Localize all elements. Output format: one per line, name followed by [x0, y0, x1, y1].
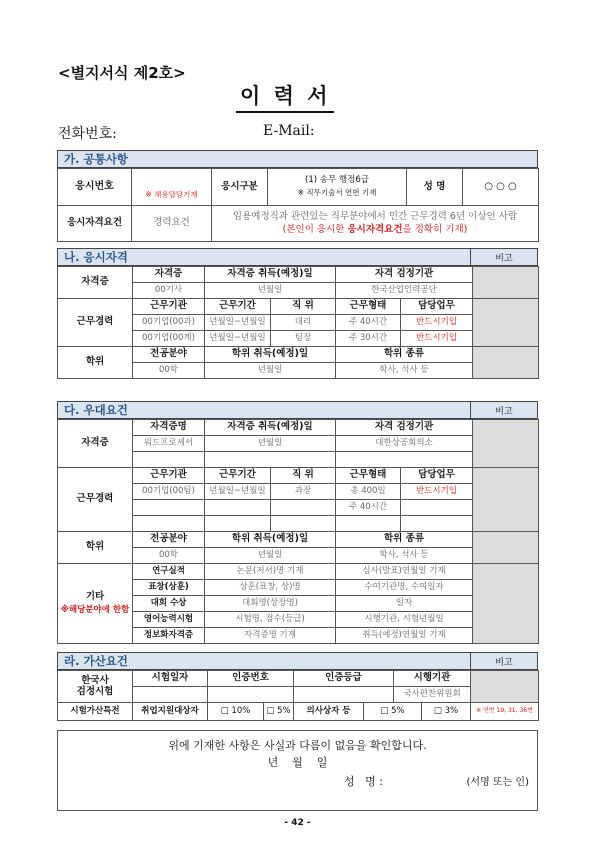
qualification-table [57, 266, 539, 379]
qual-line2 [214, 225, 536, 236]
qual-line1: 임용예정직과 관련있는 직무분야에서 민간 근무경력 6년 이상인 사람 [232, 210, 518, 222]
remarks-cell [471, 671, 539, 703]
qual-line2-bold: 응시자격요건 [347, 223, 403, 235]
section-title: 가. 공통사항 [64, 152, 128, 166]
etc-item-date[interactable]: 일자 [336, 596, 473, 612]
career-position[interactable] [271, 500, 336, 516]
etc-item-date[interactable]: 시행기관, 시험년월일 [336, 612, 473, 628]
employment-5-checkbox[interactable]: □ 5% [264, 703, 294, 721]
career-col-duty: 담당업무 [401, 299, 473, 315]
career-position[interactable]: 대리 [271, 315, 336, 331]
remarks-header: 비고 [470, 402, 537, 418]
etc-item-label: 표창(상훈) [133, 580, 205, 596]
career-period[interactable] [205, 516, 271, 532]
career-col-position: 직 위 [271, 468, 336, 484]
cert-col-date: 자격증 취득(예정)일 [205, 267, 336, 283]
career-type[interactable]: 주 40시간 [336, 315, 401, 331]
career-duty[interactable]: 반드시기입 [401, 484, 473, 500]
qual-type[interactable]: 경력요건 [132, 206, 212, 242]
preference-table [57, 419, 539, 644]
injured-label: 의사상자 등 [294, 703, 364, 721]
cert-col-agency: 자격 검정기관 [336, 420, 473, 436]
category-line2: ※ 직무기술서 연번 기재 [297, 188, 377, 198]
section-header-bonus [57, 652, 538, 670]
etc-item-label: 연구실적 [133, 564, 205, 580]
cert-label: 자격증 [58, 420, 133, 468]
career-duty[interactable] [401, 500, 473, 516]
category-label: 응시구분 [212, 169, 268, 206]
cert-agency-value[interactable]: 대한상공회의소 [336, 436, 473, 452]
history-agency-value[interactable]: 국사편찬위원회 [394, 687, 471, 703]
qual-line2-post: 을 정확히 기재) [402, 223, 468, 235]
remarks-cell [473, 564, 539, 644]
career-period[interactable]: 년월일~년월일 [205, 331, 271, 347]
etc-item-detail[interactable]: 상훈(표창, 상)명 [205, 580, 336, 596]
career-position[interactable]: 팀장 [271, 331, 336, 347]
cert-col-name: 자격증 [133, 267, 205, 283]
form-label: <별지서식 제2호> [58, 64, 186, 82]
career-type[interactable]: 주 30시간 [336, 331, 401, 347]
career-duty[interactable]: 반드시기입 [401, 315, 473, 331]
etc-item-detail[interactable]: 논문(저서)명 기재 [205, 564, 336, 580]
history-col-agency: 시행기관 [394, 671, 471, 687]
etc-item-detail[interactable]: 시험명, 점수(등급) [205, 612, 336, 628]
cert-name-empty[interactable] [133, 452, 205, 468]
qual-label: 응시자격요건 [58, 206, 132, 242]
career-label: 근무경력 [58, 468, 133, 532]
career-org[interactable] [133, 500, 205, 516]
career-type[interactable]: 주 40시간 [336, 500, 401, 516]
career-col-org: 근무기관 [133, 299, 205, 315]
common-table [57, 168, 539, 242]
degree-label: 학위 [58, 532, 133, 564]
career-position[interactable]: 과장 [271, 484, 336, 500]
etc-item-detail[interactable]: 자격증명 기재 [205, 628, 336, 644]
career-period[interactable]: 년월일~년월일 [205, 315, 271, 331]
category-value[interactable] [268, 169, 407, 206]
history-exam-label [58, 671, 133, 703]
degree-col-type: 학위 종류 [336, 347, 473, 363]
history-grade-input[interactable] [294, 687, 394, 703]
cert-label: 자격증 [58, 267, 133, 299]
career-col-type: 근무형태 [336, 299, 401, 315]
qual-line2-pre: (본인이 응시한 [282, 223, 348, 235]
etc-label-cell [58, 564, 133, 644]
cert-col-name: 자격증명 [133, 420, 205, 436]
career-col-period: 근무기간 [205, 299, 271, 315]
history-number-input[interactable] [208, 687, 294, 703]
history-col-grade: 인증등급 [294, 671, 394, 687]
career-type[interactable] [336, 516, 401, 532]
signature-note[interactable]: (서명 또는 인) [466, 777, 529, 788]
career-position[interactable] [271, 516, 336, 532]
remarks-cell [473, 267, 539, 299]
remarks-header: 비고 [470, 653, 537, 669]
etc-label: 기타 [85, 590, 105, 602]
law-note: ※ 연번 19, 31, 36번 [471, 703, 539, 721]
confirmation-box [57, 730, 538, 811]
career-period[interactable]: 년월일~년월일 [205, 484, 271, 500]
career-duty[interactable]: 반드시기입 [401, 331, 473, 347]
etc-item-label: 대회 수상 [133, 596, 205, 612]
degree-col-major: 전공분야 [133, 532, 205, 548]
confirmation-date[interactable]: 년 월 일 [267, 756, 328, 769]
degree-type-value[interactable]: 학사, 석사 등 [336, 363, 473, 379]
name-label: 성 명 [407, 169, 463, 206]
etc-note: ※해당분야에 한함 [60, 604, 130, 615]
degree-col-major: 전공분야 [133, 347, 205, 363]
phone-label: 전화번호: [58, 126, 117, 142]
name-value[interactable]: ○ ○ ○ [463, 169, 539, 206]
bonus-label: 시험가산특전 [58, 703, 133, 721]
section-title: 나. 응시자격 [64, 250, 128, 264]
career-type[interactable]: 총 400일 [336, 484, 401, 500]
section-title: 라. 가산요건 [64, 654, 128, 668]
cert-name-value[interactable]: 00기사 [133, 283, 205, 299]
etc-item-label: 정보화자격증 [133, 628, 205, 644]
career-org[interactable]: 00기업(00과) [133, 315, 205, 331]
etc-item-label: 영어능력시험 [133, 612, 205, 628]
career-col-org: 근무기관 [133, 468, 205, 484]
cert-date-empty[interactable] [205, 452, 336, 468]
career-col-period: 근무기간 [205, 468, 271, 484]
career-org[interactable]: 00기업(00팀) [133, 484, 205, 500]
degree-col-date: 학위 취득(예정)일 [205, 347, 336, 363]
remarks-cell [473, 420, 539, 468]
cert-agency-empty[interactable] [336, 452, 473, 468]
injured-3-checkbox[interactable]: □ 3% [422, 703, 471, 721]
cert-col-agency: 자격 검정기관 [336, 267, 473, 283]
cert-agency-value[interactable]: 한국산업인력공단 [336, 283, 473, 299]
email-label: E-Mail: [263, 123, 315, 139]
signature-label: 성 명 : [344, 775, 383, 788]
career-org[interactable] [133, 516, 205, 532]
degree-col-type: 학위 종류 [336, 532, 473, 548]
cert-col-date: 자격증 취득(예정)일 [205, 420, 336, 436]
section-header-qualification [57, 248, 538, 266]
career-org[interactable]: 00기업(00계) [133, 331, 205, 347]
remarks-cell [473, 347, 539, 379]
remarks-cell [473, 299, 539, 347]
exam-no-note[interactable]: ※ 채용담당기재 [132, 169, 212, 206]
history-col-number: 인증번호 [208, 671, 294, 687]
cert-date-value[interactable]: 년월일 [205, 436, 336, 452]
section-header-preference [57, 401, 538, 419]
bonus-table [57, 670, 539, 721]
etc-item-date[interactable]: 수여기관명, 수여일자 [336, 580, 473, 596]
cert-date-value[interactable]: 년월일 [205, 283, 336, 299]
career-col-position: 직 위 [271, 299, 336, 315]
employment-10-checkbox[interactable]: □ 10% [208, 703, 264, 721]
page-number: - 42 - [284, 818, 311, 828]
career-duty[interactable] [401, 516, 473, 532]
history-col-date: 시험일자 [133, 671, 208, 687]
career-col-duty: 담당업무 [401, 468, 473, 484]
document-title: 이 력 서 [236, 80, 334, 113]
history-date-input[interactable] [133, 687, 208, 703]
career-label: 근무경력 [58, 299, 133, 347]
career-period[interactable] [205, 500, 271, 516]
cert-name-value[interactable]: 워드프로세서 [133, 436, 205, 452]
section-title: 다. 우대요건 [64, 403, 128, 417]
degree-major-value[interactable]: 00학 [133, 363, 205, 379]
degree-type-value[interactable]: 학사, 석사 등 [336, 548, 473, 564]
etc-item-detail[interactable]: 대회명(상장명) [205, 596, 336, 612]
confirmation-text: 위에 기재한 사항은 사실과 다름이 없음을 확인합니다. [168, 739, 427, 752]
remarks-cell [473, 532, 539, 564]
category-line1: (1) 송무 행정6급 [305, 175, 369, 186]
history-exam-label-2: 검정시험 [76, 685, 114, 697]
section-header-common [57, 150, 538, 168]
qual-description[interactable] [212, 206, 539, 242]
degree-label: 학위 [58, 347, 133, 379]
degree-col-date: 학위 취득(예정)일 [205, 532, 336, 548]
degree-date-value[interactable]: 년월일 [205, 548, 336, 564]
history-exam-label-1: 한국사 [81, 674, 109, 686]
employment-support-label: 취업지원대상자 [133, 703, 208, 721]
remarks-cell [473, 468, 539, 532]
remarks-header: 비고 [470, 249, 537, 265]
etc-item-date[interactable]: 취득(예정)연월일 기재 [336, 628, 473, 644]
career-col-type: 근무형태 [336, 468, 401, 484]
injured-5-checkbox[interactable]: □ 5% [364, 703, 422, 721]
degree-date-value[interactable]: 년월일 [205, 363, 336, 379]
etc-item-date[interactable]: 심사(발표)연월일 기재 [336, 564, 473, 580]
degree-major-value[interactable]: 00학 [133, 548, 205, 564]
exam-no-label: 응시번호 [58, 169, 132, 206]
